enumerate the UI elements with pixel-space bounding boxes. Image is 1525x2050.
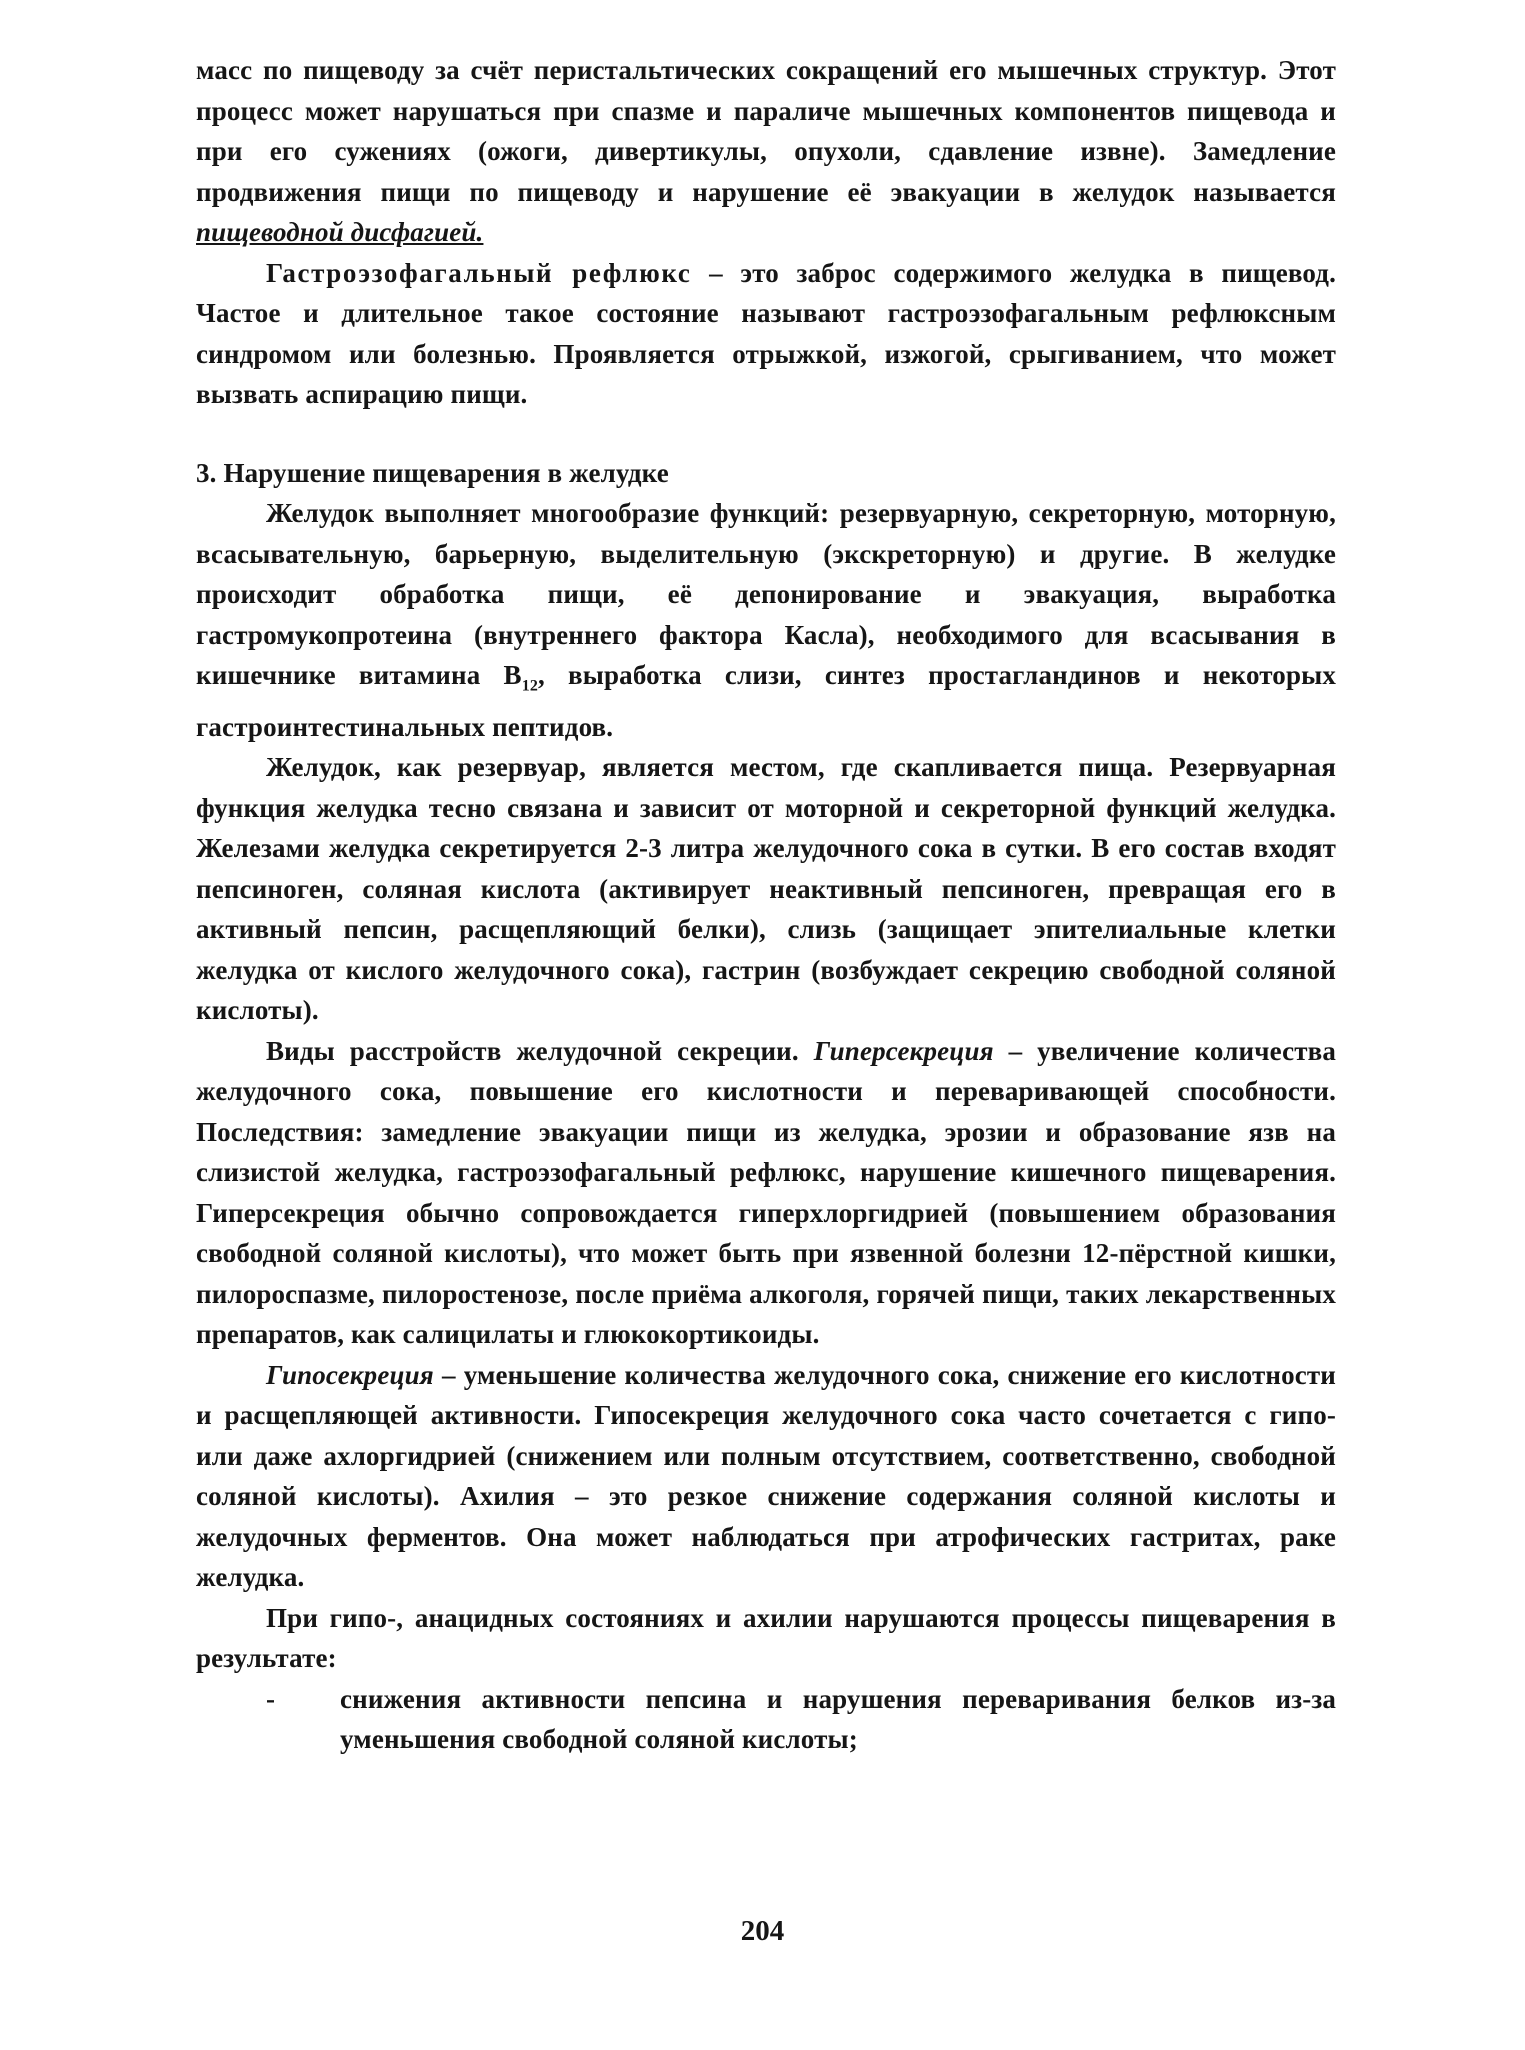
subscript: 12: [521, 677, 538, 695]
paragraph-hypersecretion: [196, 1031, 1336, 1355]
term-hypersecretion: Гиперсекреция: [813, 1035, 994, 1066]
paragraph-text: Желудок выполняет многообразие функций: резервуарную, секреторную, моторную, всасывательную, барьерную, выделительную (экскреторную) и другие. В желудке происходит обработка пищи, её депонирование и эвакуация, выработка гастромукопротеина (внутреннего фактора Касла), необходимого для всасывания в кишечнике витамина В: [196, 498, 1336, 690]
list-item-text: снижения активности пепсина и нарушения переваривания белков из-за уменьшения свободной соляной кислоты;: [340, 1683, 1336, 1755]
bullet-dash: -: [266, 1683, 276, 1714]
paragraph-text: – уменьшение количества желудочного сока, снижение его кислотности и расщепляющей активности. Гипосекреция желудочного сока часто сочетается с гипо- или даже: [196, 1359, 1336, 1471]
term-hyposecretion: Гипосекреция: [266, 1359, 434, 1390]
term-reflux: Гастроэзофагальный рефлюкс: [266, 257, 692, 288]
paragraph-text-end: – это резкое снижение содержания соляной кислоты и желудочных ферментов. Она может наблюдаться при атрофических гастритах, раке желудка.: [196, 1481, 1337, 1593]
paragraph-esophagus-dysphagia: [196, 50, 1336, 253]
page-number: 204: [740, 1915, 785, 1947]
list-item: [196, 1679, 1336, 1760]
term-esophageal-dysphagia: пищеводной дисфагией.: [196, 217, 484, 247]
paragraph-stomach-functions: [196, 493, 1336, 747]
term-achlorhydria: ахлоргидрией: [323, 1440, 496, 1471]
paragraph-text: масс по пищеводу за счёт перистальтических сокращений его мышечных структур. Этот процесс может нарушаться при спазме и параличе мышечных компонентов пищевода и при его сужениях (ожоги, дивертикулы, опухоли, сдавление извне). Замедление продвижения пищи по пищеводу и нарушение её эвакуации в желудок называется: [196, 55, 1336, 207]
paragraph-stomach-reservoir: Желудок, как резервуар, является местом, где скапливается пища. Резервуарная функция желудка тесно связана и зависит от моторной и секреторной функций желудка. Железами желудка секретируется 2-3 литра желудочного сока в сутки. В его состав входят пепсиноген, соляная кислота (активирует неактивный пепсиноген, превращая его в активный пепсин, расщепляющий белки), слизь (защищает эпителиальные клетки желудка от кислого желудочного сока), гастрин (возбуждает секрецию свободной соляной кислоты).: [196, 752, 1336, 1026]
term-achylia: Ахилия: [459, 1481, 555, 1512]
paragraph-text-cont: (снижением или полным отсутствием, соответственно, свободной соляной кислоты).: [196, 1440, 1336, 1512]
lead-secretion-disorders: Виды расстройств желудочной секреции.: [266, 1035, 799, 1066]
paragraph-text-cont: , выработка слизи, синтез простагландинов и некоторых гастроинтестинальных пептидов.: [196, 660, 1337, 742]
page-body: [196, 50, 1336, 1760]
section-heading: 3. Нарушение пищеварения в желудке: [196, 457, 669, 488]
paragraph-text: – это заброс содержимого желудка в пищевод. Частое и длительное такое состояние называют гастроэзофагальным рефлюксным синдромом или болезнью. Проявляется отрыжкой, изжогой, срыгиванием, что может вызвать аспирацию пищи.: [196, 257, 1336, 409]
paragraph-gastroesophageal-reflux: [196, 253, 1336, 415]
paragraph-anacid-states: При гипо-, анацидных состояниях и ахилии нарушаются процессы пищеварения в результате:: [196, 1602, 1336, 1674]
paragraph-text: – увеличение количества желудочного сока, повышение его кислотности и переваривающей способности. Последствия: замедление эвакуации пищи из желудка, эрозии и образование язв на слизистой желудка, гастроэзофагальный рефлюкс, нарушение кишечного пищеварения. Гиперсекреция обычно сопровождается гиперхлоргидрией (повышением образования свободной соляной кислоты), что может быть при язвенной болезни 12-пёрстной кишки, пилороспазме, пилоростенозе, после приёма алкоголя, горячей пищи, таких лекарственных препаратов, как салицилаты и глюкокортикоиды.: [196, 1035, 1336, 1350]
paragraph-hyposecretion: [196, 1355, 1336, 1598]
